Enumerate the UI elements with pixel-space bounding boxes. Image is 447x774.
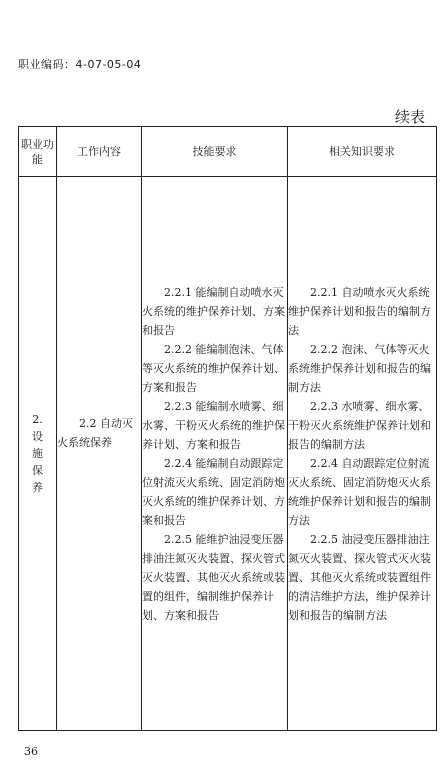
skill-item: 2.2.2 能编制泡沫、气体等灭火系统的维护保养计划、方案和报告 [142, 342, 285, 394]
knowledge-item: 2.2.5 油浸变压器排油注氮灭火装置、探火管式灭火装置、其他灭火系统或装置组件的清洁维护方法，维护保养计划和报告的编制方法 [288, 532, 431, 622]
work-content-cell [57, 177, 142, 731]
table-row [19, 177, 437, 731]
skills-cell [142, 177, 288, 731]
knowledge-item: 2.2.4 自动跟踪定位射流灭火系统、固定消防炮灭火系统维护保养计划和报告的编制方法 [288, 456, 431, 527]
skill-item: 2.2.1 能编制自动喷水灭火系统的维护保养计划、方案和报告 [142, 285, 285, 337]
occupation-code: 职业编码：4-07-05-04 [18, 58, 142, 71]
function-cell [19, 177, 57, 731]
continued-table-label: 续表 [394, 108, 425, 126]
skills-table [18, 126, 437, 731]
skill-item: 2.2.3 能编制水喷雾、细水雾、干粉灭火系统的维护保养计划、方案和报告 [142, 399, 285, 451]
header-knowledge: 相关知识要求 [288, 127, 437, 177]
knowledge-cell [288, 177, 437, 731]
table-header-row [19, 127, 437, 177]
knowledge-item: 2.2.3 水喷雾、细水雾、干粉灭火系统维护保养计划和报告的编制方法 [288, 399, 431, 451]
knowledge-item: 2.2.2 泡沫、气体等灭火系统维护保养计划和报告的编制方法 [288, 342, 431, 394]
skill-item: 2.2.5 能维护油浸变压器排油注氮灭火装置、探火管式灭火装置、其他灭火系统或装置的组件，编制维护保养计划、方案和报告 [142, 532, 285, 622]
work-content-text: 2.2 自动灭火系统保养 [57, 416, 133, 449]
function-text: 2. 设施保养 [32, 412, 43, 494]
page-number: 36 [24, 745, 38, 758]
header-work-content: 工作内容 [57, 127, 142, 177]
skill-item: 2.2.4 能编制自动跟踪定位射流灭火系统、固定消防炮灭火系统的维护保养计划、方案和报告 [142, 456, 285, 527]
knowledge-item: 2.2.1 自动喷水灭火系统维护保养计划和报告的编制方法 [288, 285, 431, 337]
header-function: 职业功能 [19, 127, 57, 177]
header-skills: 技能要求 [142, 127, 288, 177]
